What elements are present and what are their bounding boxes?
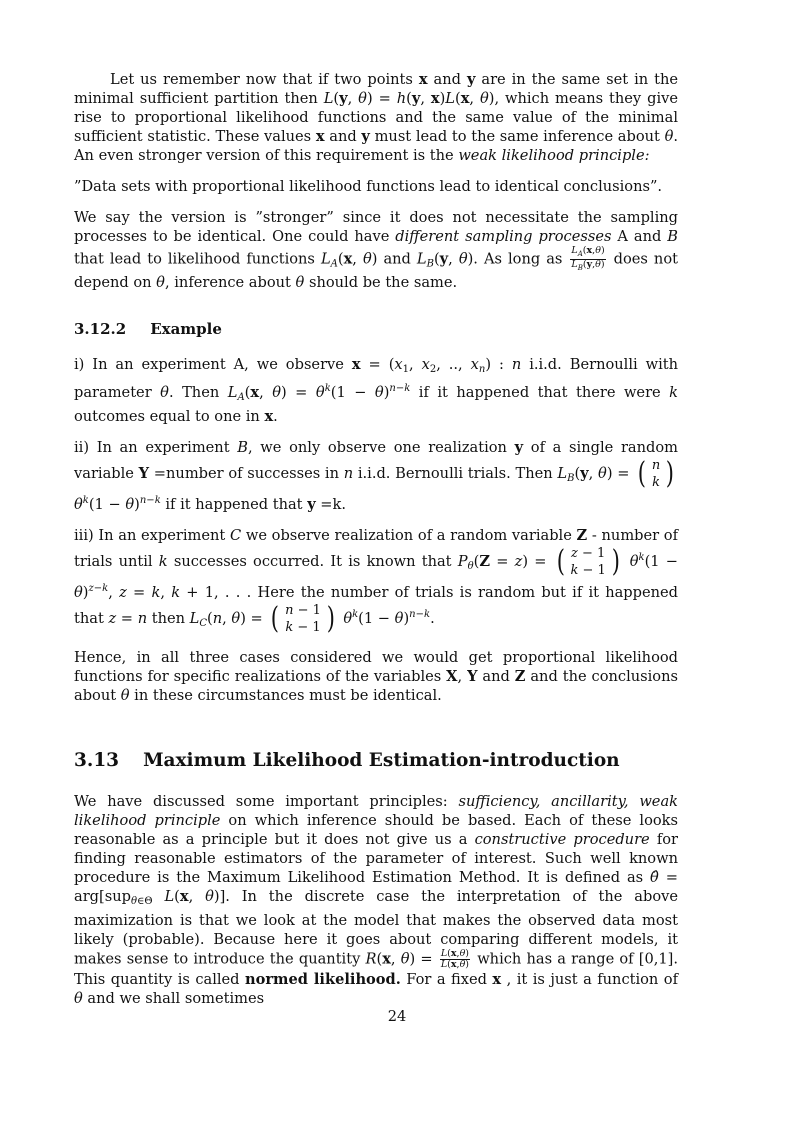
paragraph-conclusion: Hence, in all three cases considered we would get proportional likelihood functions for specific realizations of the variables X, Y and Z and the conclusions about θ in these circumstances must be identical. bbox=[74, 649, 678, 705]
section-heading-mle: 3.13 Maximum Likelihood Estimation-introduction bbox=[74, 750, 620, 772]
likelihood-ratio-fraction: $\frac{L_A(x,\theta)}{L_B(y,\theta)}$ bbox=[571, 245, 605, 272]
paragraph-stronger-version: We say the version is ”stronger” since it does not necessitate the sampling processes to be identical. One could have different sampling processes A and B that lead to likelihood functions $L_A(x$, θ) and $L_B(y$, θ). As long as $\frac{L_A(x,\theta)}{L_B(y,\theta)}$ does not depend on θ, inference about θ should be the same. bbox=[74, 209, 678, 292]
binomial-z-k: ( z − 1 k − 1 ) bbox=[556, 544, 620, 580]
binomial-n-k: ( n k ) bbox=[637, 456, 675, 492]
example-iii: iii) In an experiment C we observe realization of a random variable Z - number of trials until k successes occurred. It is known that $P_\theta(Z = z)$ = ( z − 1 k − 1 ) $\theta^k(1 - \theta)^{z-k}$, z = k, k + 1, . . . Here the number of trials is random but if it happened that z = n then $L_C(n$, θ) = ( n − 1 k − 1 ) $\theta^k(1 - \theta)^{n-k}$. bbox=[74, 527, 679, 637]
document-page bbox=[74, 70, 678, 1020]
constructive-term: constructive procedure bbox=[474, 831, 650, 849]
example-i: i) In an experiment A, we observe $x = (x_1$, $x_2$, .., $x_n$) : n i.i.d. Bernoulli with parameter θ. Then $L_A(x$, $\theta) = \theta^k(1 - \theta)^{n-k}$ if it happened that there were k outcomes equal to one in x. bbox=[74, 356, 679, 426]
sampling-term: different sampling processes bbox=[395, 228, 612, 245]
binomial-n1-k1: ( n − 1 k − 1 ) bbox=[271, 601, 335, 637]
paragraph-mle-intro: We have discussed some important principles: sufficiency, ancillarity, weak likelihood principle on which inference should be based. Each of these looks reasonable as a principle but it does not give us a constructive procedure for finding reasonable estimators of the parameter of interest. Such well known procedure is the Maximum Likelihood Estimation Method. It is defined as θ̂ = arg[sup$_{\theta\in\Theta}$ L(x, θ)]. In the discrete case the interpretation of the above maximization is that we look at the model that makes the observed data most likely (probable). Because here it goes about comparing different models, it makes sense to introduce the quantity R(x, θ) = $\frac{L(x,\theta)}{L(x,\thetâ)}$ which has a range of [0,1]. This quantity is called normed likelihood. For a fixed x , it is just a function of θ and we shall sometimes bbox=[74, 793, 679, 1008]
principle-quote: ”Data sets with proportional likelihood functions lead to identical conclusions”. bbox=[74, 178, 663, 195]
section-heading-example: 3.12.2 Example bbox=[74, 320, 222, 339]
principles-term: sufficiency, ancillarity, weak likelihood principle bbox=[74, 793, 678, 830]
page-number: 24 bbox=[387, 1008, 407, 1025]
normed-likelihood-term: normed likelihood. bbox=[245, 971, 401, 989]
example-ii: ii) In an experiment B, we only observe one realization y of a single random variable Y =number of successes in n i.i.d. Bernoulli trials. Then $L_B(y$, θ) = ( n k ) $\theta^k(1 - \theta)^{n-k}$ if it happened that y =k. bbox=[74, 439, 678, 514]
paragraph-minimal-partition: Let us remember now that if two points x and y are in the same set in the minimal sufficient partition then L(y, θ) = h(y, x)L(x, θ), which means they give rise to proportional likelihood functions and the same value of the minimal sufficient statistic. These values x and y must lead to the same inference about θ. An even stronger version of this requirement is the weak likelihood principle: bbox=[74, 71, 679, 164]
normed-likelihood-fraction: $\frac{L(x,\theta)}{L(x,\thetâ)}$ bbox=[440, 948, 470, 971]
weak-principle-term: weak likelihood principle: bbox=[458, 147, 650, 164]
